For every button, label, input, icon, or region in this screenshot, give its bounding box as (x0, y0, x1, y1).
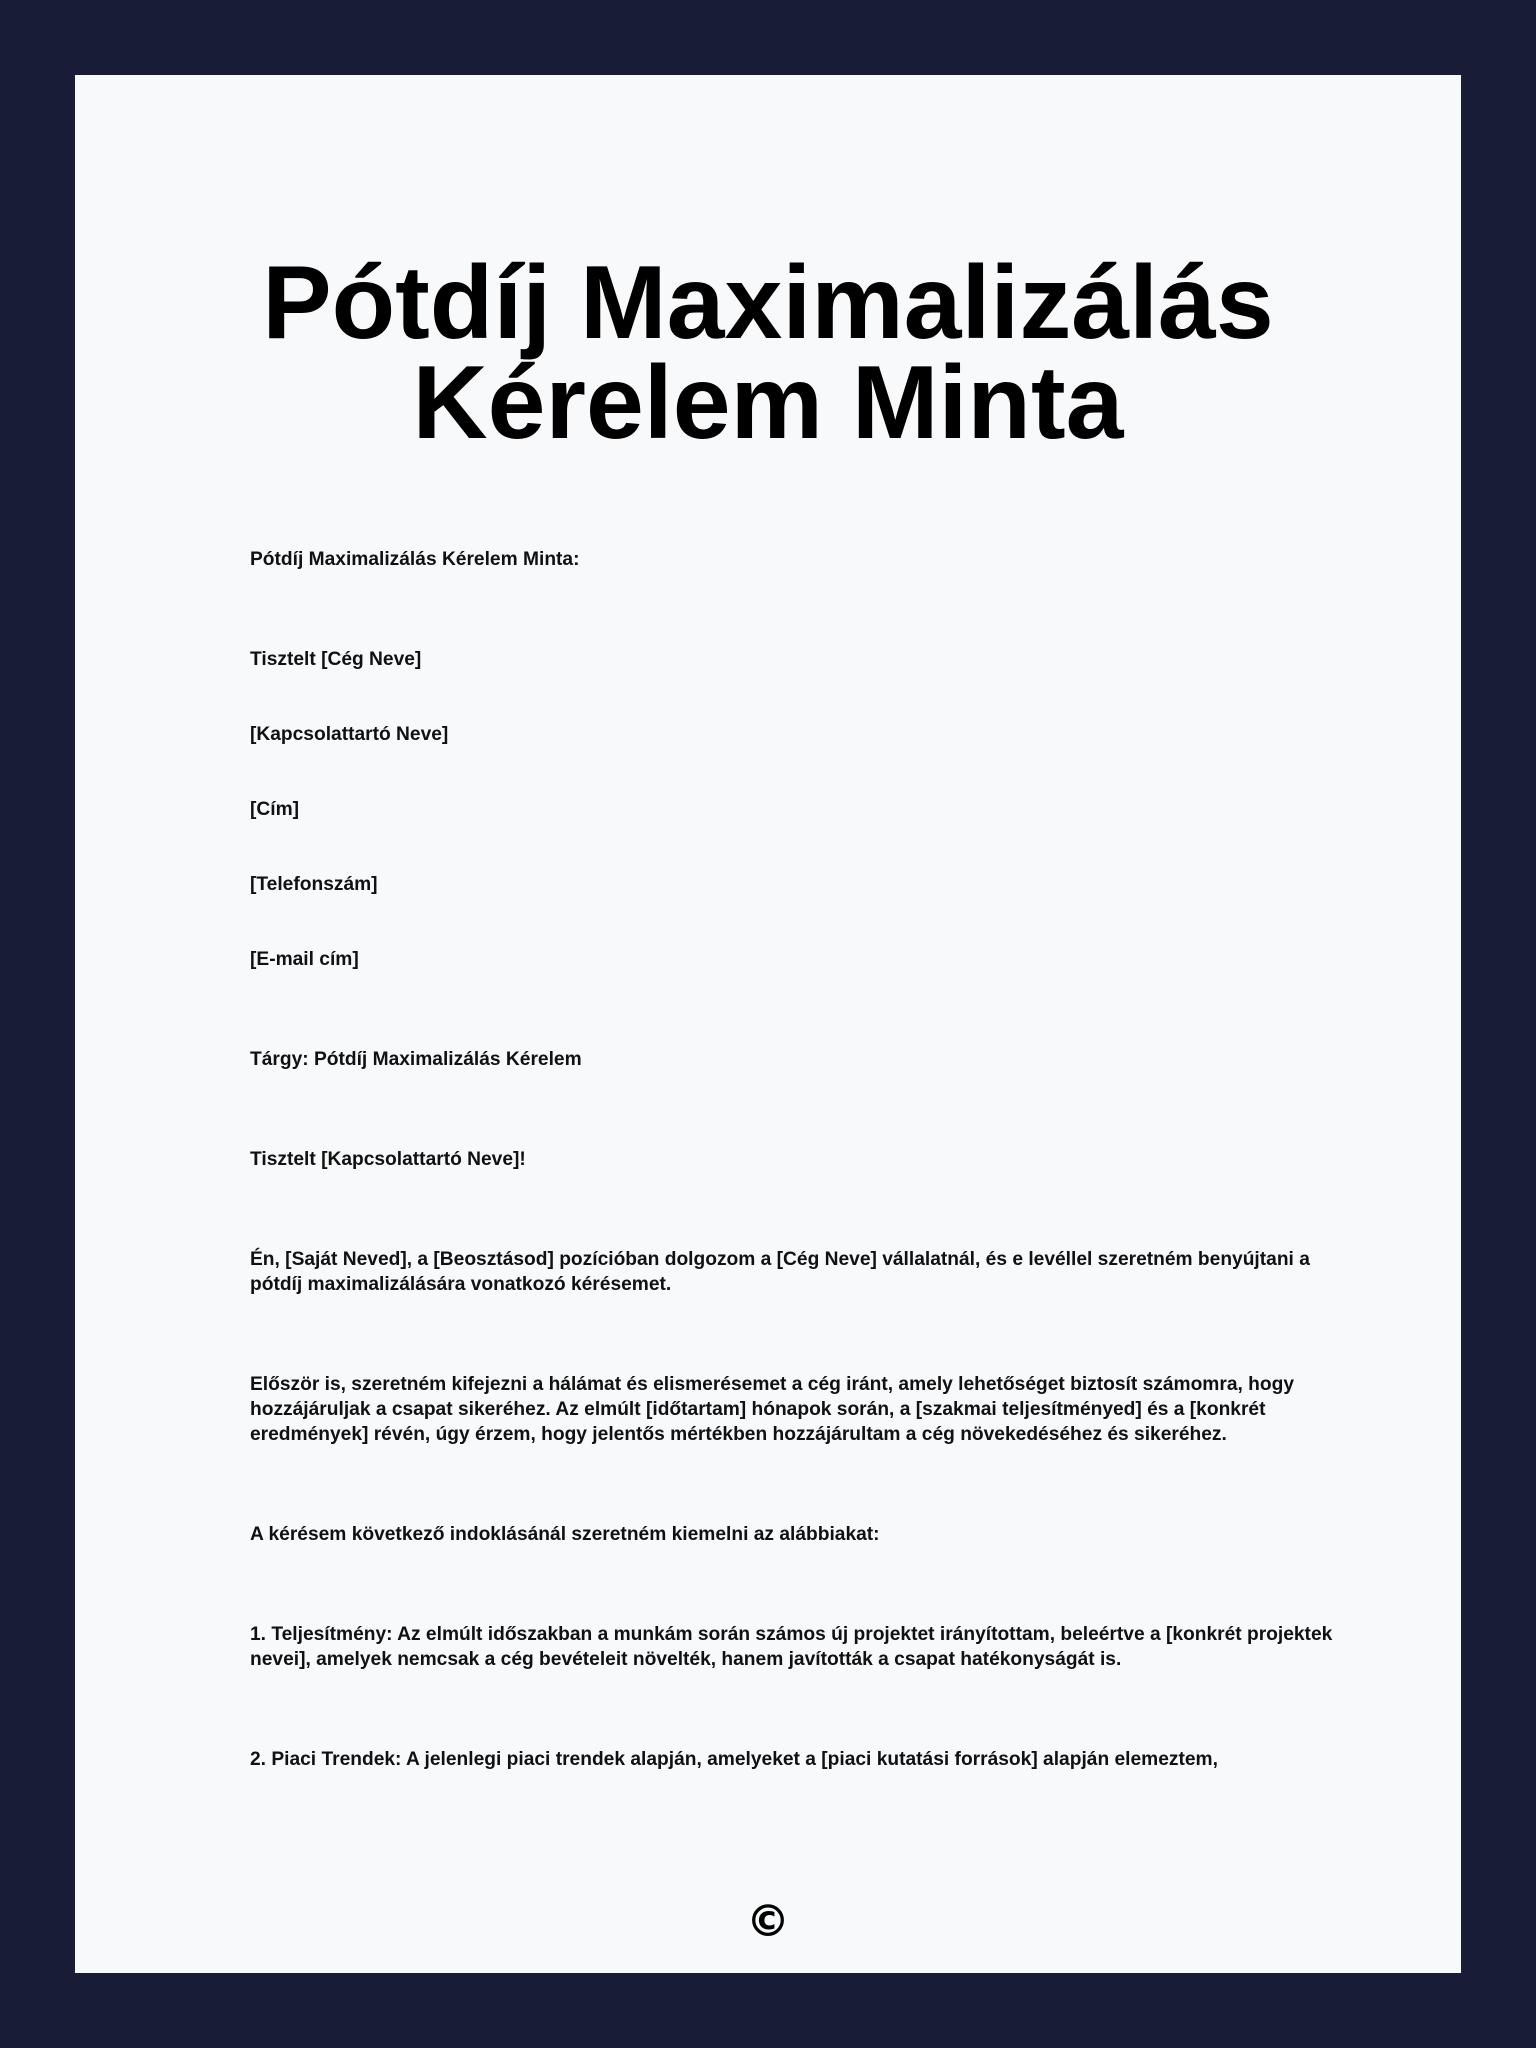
recipient-contact: [Kapcsolattartó Neve] (250, 724, 449, 745)
salutation: Tisztelt [Kapcsolattartó Neve]! (250, 1149, 526, 1170)
justification-intro: A kérésem következő indoklásánál szeretném kiemelni az alábbiakat: (250, 1524, 880, 1545)
body-heading: Pótdíj Maximalizálás Kérelem Minta: (250, 549, 580, 570)
document-body (250, 547, 1350, 1772)
document-title: Pótdíj Maximalizálás Kérelem Minta (262, 245, 1274, 461)
recipient-email: [E-mail cím] (250, 949, 359, 970)
copyright-icon: © (746, 1896, 790, 1947)
document-page (75, 75, 1461, 1973)
recipient-phone: [Telefonszám] (250, 874, 378, 895)
intro-paragraph: Én, [Saját Neved], a [Beosztásod] pozícióban dolgozom a [Cég Neve] vállalatnál, és e levéllel szeretném benyújtani a pótdíj maximalizálására vonatkozó kérésemet. (250, 1249, 1310, 1295)
subject-line: Tárgy: Pótdíj Maximalizálás Kérelem (250, 1049, 582, 1070)
recipient-address: [Cím] (250, 799, 300, 820)
point-performance: 1. Teljesítmény: Az elmúlt időszakban a munkám során számos új projektet irányítottam, beleértve a [konkrét projektek nevei], amelyek nemcsak a cég bevételeit növelték, hanem javították a csapat hatékonyságát is. (250, 1624, 1333, 1670)
point-market-trends: 2. Piaci Trendek: A jelenlegi piaci trendek alapján, amelyeket a [piaci kutatási források] alapján elemeztem, (250, 1749, 1218, 1770)
recipient-company: Tisztelt [Cég Neve] (250, 649, 422, 670)
gratitude-paragraph: Először is, szeretném kifejezni a hálámat és elismerésemet a cég iránt, amely lehetőséget biztosít számomra, hogy hozzájáruljak a csapat sikeréhez. Az elmúlt [időtartam] hónapok során, a [szakmai teljesítményed] és a [konkrét eredmények] révén, úgy érzem, hogy jelentős mértékben hozzájárultam a cég növekedéséhez és sikeréhez. (250, 1374, 1294, 1445)
